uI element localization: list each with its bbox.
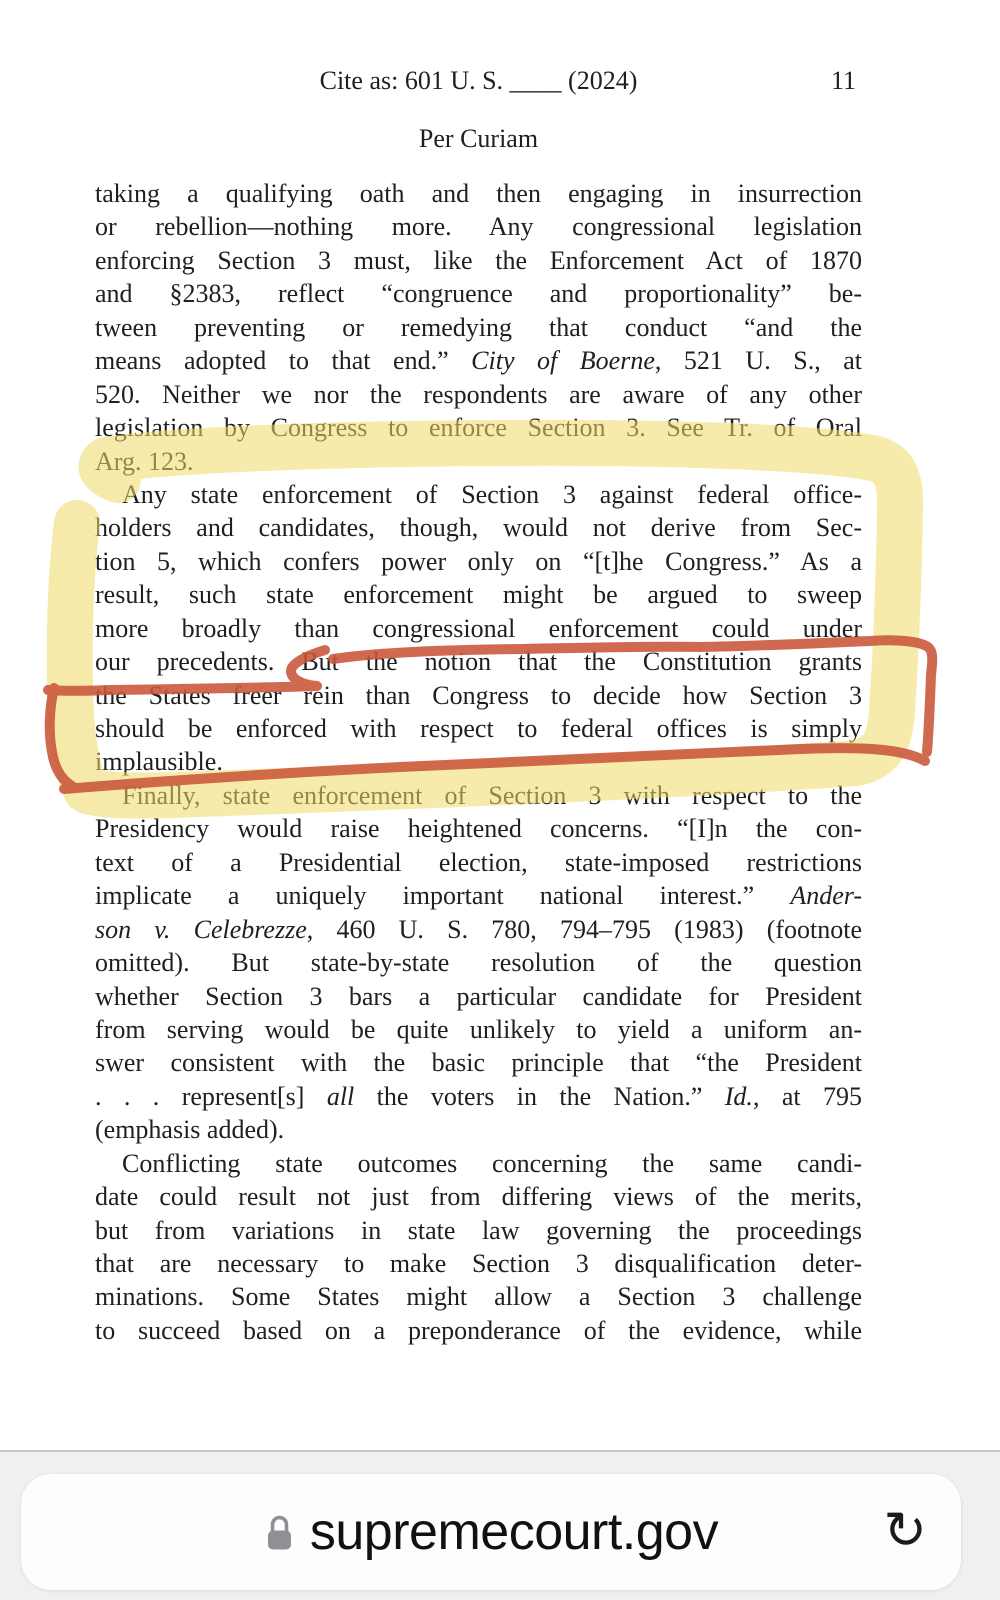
cite-line: Cite as: 601 U. S. ____ (2024) [319,66,638,95]
document-line: enforcing Section 3 must, like the Enforcement Act of 1870 [95,245,862,275]
document-line: more broadly than congressional enforcement could under [95,613,862,643]
document-line: legislation by Congress to enforce Section 3. See Tr. of Oral [95,413,862,443]
document-line: or rebellion—nothing more. Any congressional legislation [95,212,862,242]
document-line: minations. Some States might allow a Section 3 challenge [95,1282,862,1312]
opinion-heading: Per Curiam [418,124,539,153]
document-line: and §2383, reflect “congruence and proportionality” be- [95,279,862,309]
document-line: to succeed based on a preponderance of the evidence, while [95,1315,862,1345]
document-line: Finally, state enforcement of Section 3 with respect to the [122,780,862,810]
document-lines [95,177,862,1347]
document-line: but from variations in state law governing the proceedings [95,1215,862,1245]
document-line: holders and candidates, though, would not derive from Sec- [95,513,862,543]
document-line: 520. Neither we nor the respondents are aware of any other [95,379,862,409]
document-line: our precedents. But the notion that the Constitution grants [95,647,862,677]
document-line: Any state enforcement of Section 3 against federal office- [122,479,862,509]
document-line: son v. Celebrezze, 460 U. S. 780, 794–795 (1983) (footnote [95,914,862,944]
document-line: implicate a uniquely important national interest.” Ander- [95,881,862,911]
document-line: Arg. 123. [95,446,194,476]
document-line: implausible. [95,747,223,777]
url-bar[interactable] [21,1474,961,1590]
document-line: swer consistent with the basic principle that “the President [95,1048,862,1078]
document-line: tion 5, which confers power only on “[t]he Congress.” As a [95,546,862,576]
page-number: 11 [830,66,856,95]
running-header [95,64,862,98]
safari-bottom-bar [0,1450,1000,1600]
document-line: means adopted to that end.” City of Boerne, 521 U. S., at [95,346,862,376]
document-line: that are necessary to make Section 3 disqualification deter- [95,1249,862,1278]
document-line: Conflicting state outcomes concerning the same candi- [122,1148,862,1178]
document-line: should be enforced with respect to federal offices is simply [95,714,862,743]
document-line: date could result not just from differing views of the merits, [95,1182,862,1212]
url-text: supremecourt.gov [309,1503,719,1561]
document-line: text of a Presidential election, state-imposed restrictions [95,847,862,877]
document-line: Presidency would raise heightened concerns. “[I]n the con- [95,814,862,844]
document-line: from serving would be quite unlikely to yield a uniform an- [95,1014,862,1044]
document-line: omitted). But state-by-state resolution of the question [95,948,862,978]
document-line: (emphasis added). [95,1115,285,1145]
document-line: . . . represent[s] all the voters in the Nation.” Id., at 795 [95,1081,862,1111]
document-line: tween preventing or remedying that conduct “and the [95,312,862,342]
document-line: result, such state enforcement might be argued to sweep [95,580,862,610]
lock-icon [264,1513,295,1555]
reload-icon[interactable]: ↻ [883,1500,927,1561]
document-line: taking a qualifying oath and then engaging in insurrection [95,179,862,208]
document-line: whether Section 3 bars a particular candidate for President [95,981,862,1011]
document-line: the States freer rein than Congress to decide how Section 3 [95,680,862,710]
